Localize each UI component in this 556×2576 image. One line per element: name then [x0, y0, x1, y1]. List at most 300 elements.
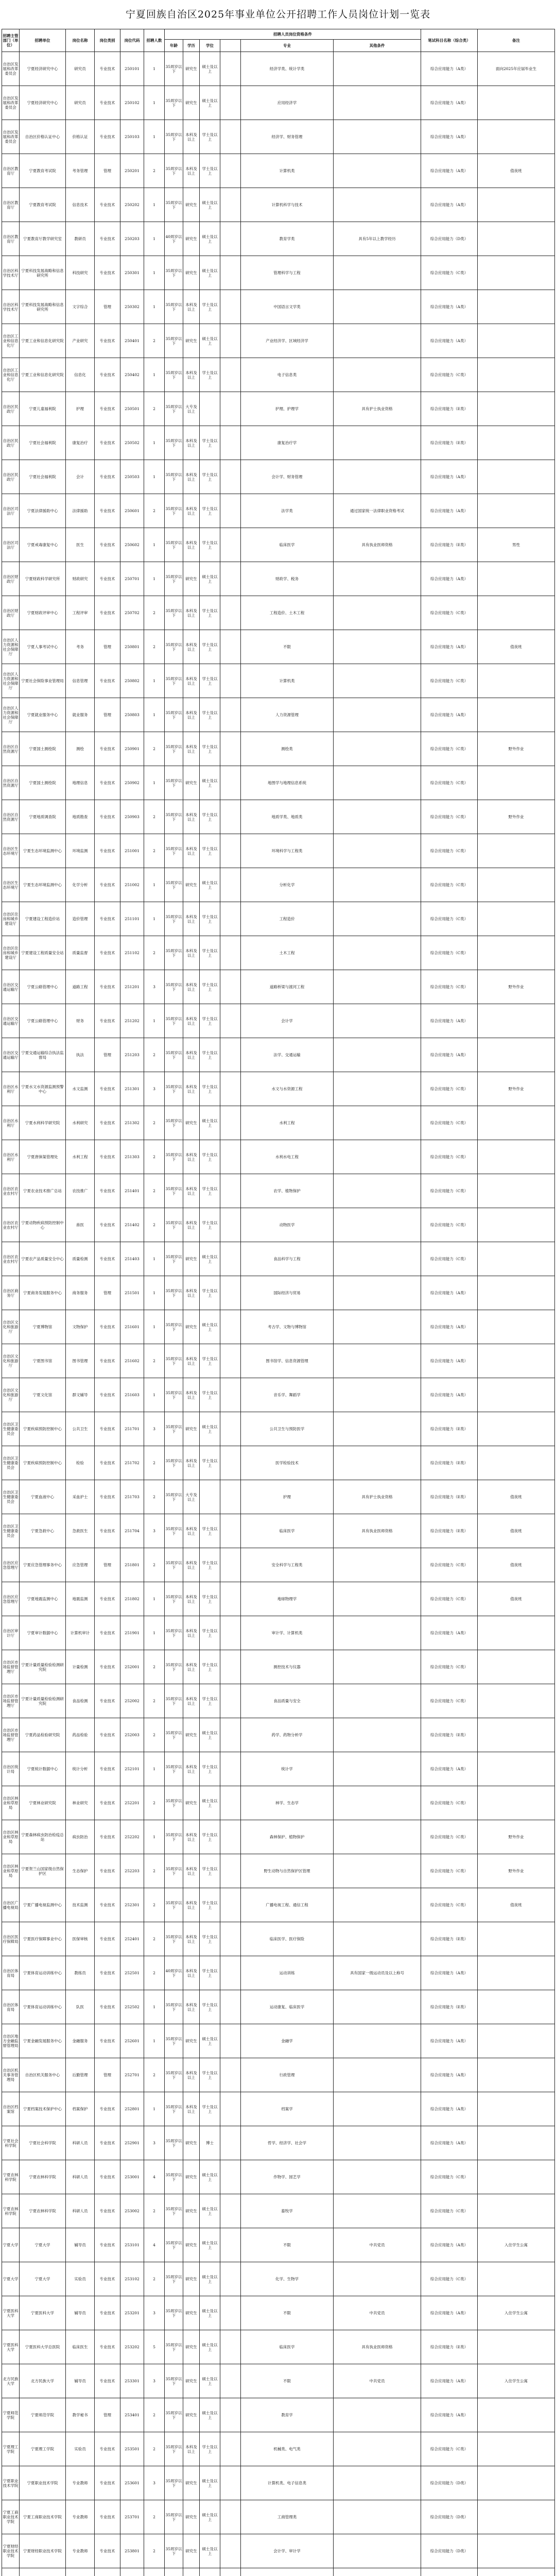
cell-exam: 综合应用能力（C类） [421, 1854, 478, 1888]
cell-remark: 面向2025年应届毕业生 [478, 52, 555, 86]
cell-category: 专业技术 [95, 1650, 120, 1684]
cell-count: 2 [144, 2398, 165, 2432]
table-row [2, 2398, 555, 2432]
cell-age: 35周岁以下 [165, 324, 183, 358]
cell-post: 临床医生 [66, 2330, 95, 2364]
cell-exam: 综合应用能力（C类） [421, 2432, 478, 2466]
cell-edu: 研究生 [183, 2194, 200, 2228]
cell-exam: 综合应用能力（C类） [421, 868, 478, 902]
cell-post: 康复治疗 [66, 426, 95, 460]
cell-age: 35周岁以下 [165, 1820, 183, 1854]
cell-major: 音乐学、舞蹈学 [241, 1378, 334, 1412]
cell-category: 专业技术 [95, 324, 120, 358]
cell-age: 35周岁以下 [165, 868, 183, 902]
cell-blank [220, 1412, 241, 1446]
cell-remark [478, 562, 555, 596]
cell-age: 35周岁以下 [165, 1990, 183, 2024]
cell-code: 250802 [120, 664, 144, 698]
cell-unit: 宁夏统计数据中心 [20, 1752, 66, 1786]
cell-age: 35周岁以下 [165, 1480, 183, 1514]
cell-major: 计算机类 [241, 664, 334, 698]
table-row [2, 2058, 555, 2092]
cell-remark [478, 1344, 555, 1378]
cell-post: 专业教师 [66, 2534, 95, 2568]
cell-exam: 综合应用能力（A类） [421, 2092, 478, 2126]
cell-count: 1 [144, 256, 165, 290]
cell-dept: 自治区自然资源厅 [2, 766, 20, 800]
cell-dept: 宁夏工商职业技术学院 [2, 2500, 20, 2534]
cell-code: 251402 [120, 1208, 144, 1242]
cell-exam: 综合应用能力（C类） [421, 1072, 478, 1106]
cell-age: 35周岁以下 [165, 1786, 183, 1820]
cell-blank [220, 222, 241, 256]
cell-other: 具有执业医师资格 [334, 2330, 421, 2364]
cell-age: 35周岁以下 [165, 1072, 183, 1106]
cell-remark [478, 1650, 555, 1684]
cell-remark [478, 1956, 555, 1990]
cell-post: 化学分析 [66, 868, 95, 902]
cell-age: 35周岁以下 [165, 2126, 183, 2160]
cell-age: 35周岁以下 [165, 2296, 183, 2330]
table-row [2, 1174, 555, 1208]
table-row [2, 698, 555, 732]
col-degree-spacer [220, 40, 241, 52]
cell-major: 计算机类 [241, 154, 334, 188]
cell-degree: 学士及以上 [200, 970, 220, 1004]
cell-category: 专业技术 [95, 800, 120, 834]
table-row [2, 358, 555, 392]
cell-code: 250903 [120, 800, 144, 834]
cell-major: 不限 [241, 2228, 334, 2262]
cell-code: 252202 [120, 1820, 144, 1854]
cell-category: 专业技术 [95, 2330, 120, 2364]
cell-other [334, 120, 421, 154]
cell-age: 35周岁以下 [165, 936, 183, 970]
cell-remark [478, 426, 555, 460]
cell-age: 35周岁以下 [165, 1548, 183, 1582]
cell-degree: 硕士及以上 [200, 1412, 220, 1446]
cell-degree: 学士及以上 [200, 426, 220, 460]
cell-remark [478, 120, 555, 154]
cell-degree: 硕士及以上 [200, 2024, 220, 2058]
cell-dept: 自治区医疗保障局 [2, 1922, 20, 1956]
cell-edu: 研究生 [183, 2398, 200, 2432]
cell-remark [478, 2126, 555, 2160]
cell-age: 35周岁以下 [165, 120, 183, 154]
cell-edu: 本科及以上 [183, 1004, 200, 1038]
cell-dept: 自治区农业农村厅 [2, 1174, 20, 1208]
cell-remark [478, 2398, 555, 2432]
cell-count: 1 [144, 1310, 165, 1344]
cell-post: 研究员 [66, 86, 95, 120]
cell-other [334, 1718, 421, 1752]
cell-dept: 自治区水利厅 [2, 1106, 20, 1140]
cell-dept: 宁夏理工学院 [2, 2432, 20, 2466]
cell-edu: 本科及以上 [183, 834, 200, 868]
cell-other [334, 2092, 421, 2126]
cell-category: 专业技术 [95, 2126, 120, 2160]
cell-blank [220, 1276, 241, 1310]
cell-major: 档案学 [241, 2092, 334, 2126]
cell-unit: 宁夏财政评审中心 [20, 596, 66, 630]
col-category: 岗位类别 [95, 29, 120, 52]
cell-dept: 自治区卫生健康委员会 [2, 1480, 20, 1514]
cell-remark [478, 902, 555, 936]
cell-degree: 学士及以上 [200, 1140, 220, 1174]
cell-unit: 宁夏公路管理中心 [20, 970, 66, 1004]
cell-degree: 硕士及以上 [200, 324, 220, 358]
cell-dept: 自治区科学技术厅 [2, 256, 20, 290]
cell-count: 1 [144, 528, 165, 562]
cell-blank [220, 562, 241, 596]
cell-age: 35周岁以下 [165, 1208, 183, 1242]
cell-code: 251301 [120, 1072, 144, 1106]
cell-unit: 北方民族大学 [20, 2364, 66, 2398]
cell-unit: 宁夏建设工程造价站 [20, 902, 66, 936]
cell-count: 1 [144, 1004, 165, 1038]
cell-remark [478, 2194, 555, 2228]
cell-exam: 综合应用能力（E类） [421, 1718, 478, 1752]
table-row [2, 188, 555, 222]
cell-blank [220, 2092, 241, 2126]
table-row [2, 1412, 555, 1446]
cell-post: 检验 [66, 1446, 95, 1480]
cell-other [334, 1072, 421, 1106]
cell-degree: 学士及以上 [200, 1514, 220, 1548]
cell-blank [220, 2126, 241, 2160]
table-row [2, 1854, 555, 1888]
cell-degree: 学士及以上 [200, 1446, 220, 1480]
cell-degree: 学士及以上 [200, 596, 220, 630]
cell-blank [220, 1786, 241, 1820]
cell-dept: 宁夏农林科学院 [2, 2160, 20, 2194]
cell-edu: 本科及以上 [183, 1820, 200, 1854]
cell-major: 中国语言文学类 [241, 290, 334, 324]
cell-exam: 综合应用能力（D类） [421, 2466, 478, 2500]
cell-category: 专业技术 [95, 1208, 120, 1242]
cell-post: 研究员 [66, 52, 95, 86]
cell-post: 后勤管理 [66, 2058, 95, 2092]
cell-count: 2 [144, 1922, 165, 1956]
cell-remark [478, 2024, 555, 2058]
cell-degree: 学士及以上 [200, 120, 220, 154]
table-row [2, 222, 555, 256]
cell-edu: 本科及以上 [183, 1650, 200, 1684]
cell-remark: 野外作业 [478, 1072, 555, 1106]
cell-unit: 宁夏血液中心 [20, 1480, 66, 1514]
cell-count: 2 [144, 596, 165, 630]
cell-other: 具有执业医师资格 [334, 1514, 421, 1548]
cell-category: 专业技术 [95, 1752, 120, 1786]
cell-post: 队医 [66, 1990, 95, 2024]
cell-edu: 研究生 [183, 86, 200, 120]
cell-blank [220, 732, 241, 766]
col-degree: 学位 [200, 40, 220, 52]
cell-count: 3 [144, 2126, 165, 2160]
cell-degree: 硕士及以上 [200, 1786, 220, 1820]
cell-edu: 本科及以上 [183, 528, 200, 562]
cell-dept: 自治区科学技术厅 [2, 290, 20, 324]
cell-remark [478, 2330, 555, 2364]
cell-count: 1 [144, 426, 165, 460]
cell-unit: 宁夏动物疾病预防控制中心 [20, 1208, 66, 1242]
cell-blank [220, 2330, 241, 2364]
cell-other [334, 596, 421, 630]
cell-dept: 自治区司法厅 [2, 528, 20, 562]
table-row [2, 970, 555, 1004]
cell-dept: 自治区住房和城乡建设厅 [2, 936, 20, 970]
cell-major: 临床医学 [241, 2330, 334, 2364]
table-row [2, 1684, 555, 1718]
cell-other [334, 1276, 421, 1310]
cell-remark [478, 290, 555, 324]
cell-category: 专业技术 [95, 2160, 120, 2194]
cell-unit: 宁夏商务发展服务中心 [20, 1276, 66, 1310]
cell-code: 252501 [120, 1956, 144, 1990]
cell-edu: 研究生 [183, 2024, 200, 2058]
cell-degree: 硕士及以上 [200, 1242, 220, 1276]
cell-post: 食品检测 [66, 1684, 95, 1718]
recruitment-table [2, 29, 555, 2576]
cell-count: 2 [144, 1548, 165, 1582]
cell-post: 计算机审计 [66, 1616, 95, 1650]
cell-age: 35周岁以下 [165, 1922, 183, 1956]
cell-count: 2 [144, 2262, 165, 2296]
cell-count: 2 [144, 1038, 165, 1072]
cell-degree: 学士及以上 [200, 1752, 220, 1786]
cell-code: 253701 [120, 2500, 144, 2534]
cell-degree: 学士及以上 [200, 936, 220, 970]
cell-code: 251202 [120, 1004, 144, 1038]
cell-remark [478, 1276, 555, 1310]
table-row [2, 494, 555, 528]
cell-degree: 硕士及以上 [200, 766, 220, 800]
cell-other [334, 2024, 421, 2058]
cell-major: 电子信息类 [241, 358, 334, 392]
cell-remark [478, 868, 555, 902]
cell-degree: 学士及以上 [200, 834, 220, 868]
cell-exam: 综合应用能力（C类） [421, 256, 478, 290]
cell-post: 金融服务 [66, 2024, 95, 2058]
cell-category: 专业技术 [95, 562, 120, 596]
table-row [2, 1242, 555, 1276]
cell-other [334, 970, 421, 1004]
cell-major: 环境科学与工程类 [241, 834, 334, 868]
cell-code: 251501 [120, 1276, 144, 1310]
cell-edu: 研究生 [183, 1718, 200, 1752]
cell-code: 251702 [120, 1446, 144, 1480]
cell-edu: 本科及以上 [183, 1548, 200, 1582]
cell-unit: 宁夏经济研究中心 [20, 52, 66, 86]
cell-other [334, 1616, 421, 1650]
cell-count: 3 [144, 1412, 165, 1446]
cell-other [334, 52, 421, 86]
table-row [2, 1106, 555, 1140]
cell-major: 土木工程 [241, 936, 334, 970]
cell-code: 250503 [120, 460, 144, 494]
table-row [2, 1514, 555, 1548]
cell-major: 经济学、财务管理 [241, 120, 334, 154]
cell-dept: 自治区卫生健康委员会 [2, 1446, 20, 1480]
cell-blank [220, 1106, 241, 1140]
cell-blank [220, 1582, 241, 1616]
cell-category [95, 2568, 120, 2576]
cell-remark [478, 392, 555, 426]
cell-count [144, 2568, 165, 2576]
cell-dept: 自治区体育局 [2, 1956, 20, 1990]
cell-degree: 硕士及以上 [200, 222, 220, 256]
cell-code: 250702 [120, 596, 144, 630]
cell-major: 道路桥梁与渡河工程 [241, 970, 334, 1004]
table-row [2, 1616, 555, 1650]
cell-dept: 宁夏财经职业技术学院 [2, 2534, 20, 2568]
cell-dept: 自治区地方金融监督管理局 [2, 2024, 20, 2058]
cell-other: 中共党员 [334, 2364, 421, 2398]
cell-degree: 学士及以上 [200, 154, 220, 188]
cell-age: 35周岁以下 [165, 1752, 183, 1786]
cell-post: 科研人员 [66, 2160, 95, 2194]
cell-code: 253401 [120, 2398, 144, 2432]
cell-category: 管理 [95, 630, 120, 664]
cell-post: 考务 [66, 630, 95, 664]
table-row [2, 2466, 555, 2500]
cell-dept: 自治区统计局 [2, 1752, 20, 1786]
cell-code [120, 2568, 144, 2576]
cell-other [334, 2262, 421, 2296]
cell-post: 会计 [66, 460, 95, 494]
table-row [2, 460, 555, 494]
cell-code: 252502 [120, 1990, 144, 2024]
table-row [2, 2568, 555, 2576]
cell-unit: 宁夏贺兰山国家级自然保护区 [20, 1854, 66, 1888]
cell-edu: 本科及以上 [183, 2092, 200, 2126]
cell-exam: 综合应用能力（A类） [421, 1378, 478, 1412]
cell-degree: 学士及以上 [200, 1378, 220, 1412]
cell-major: 广播电视工程、通信工程 [241, 1888, 334, 1922]
cell-major: 金融学 [241, 2024, 334, 2058]
cell-category: 专业技术 [95, 1990, 120, 2024]
cell-remark [478, 2466, 555, 2500]
cell-edu: 研究生 [183, 2330, 200, 2364]
cell-post: 执法 [66, 1038, 95, 1072]
cell-edu: 大专及以上 [183, 1480, 200, 1514]
cell-unit: 宁夏急救中心 [20, 1514, 66, 1548]
cell-category: 专业技术 [95, 970, 120, 1004]
cell-post: 技术监测 [66, 1888, 95, 1922]
col-other: 其他条件 [334, 40, 421, 52]
cell-dept: 自治区机关事务管理局 [2, 2058, 20, 2092]
cell-blank [220, 1004, 241, 1038]
cell-category: 专业技术 [95, 1820, 120, 1854]
cell-degree: 学士及以上 [200, 460, 220, 494]
col-code: 岗位代码 [120, 29, 144, 52]
cell-unit: 宁夏工业和信息化研究院 [20, 324, 66, 358]
cell-other [334, 2466, 421, 2500]
cell-code: 251401 [120, 1174, 144, 1208]
cell-exam: 综合应用能力（E类） [421, 1514, 478, 1548]
cell-remark [478, 834, 555, 868]
cell-other: 中共党员 [334, 2296, 421, 2330]
cell-dept: 自治区教育厅 [2, 188, 20, 222]
cell-count: 2 [144, 1344, 165, 1378]
cell-major: 临床医学、医疗保险 [241, 1922, 334, 1956]
cell-dept: 自治区审计厅 [2, 1616, 20, 1650]
cell-post: 信息管理 [66, 664, 95, 698]
cell-post: 林业研究 [66, 1786, 95, 1820]
cell-age: 35周岁以下 [165, 2160, 183, 2194]
cell-other [334, 800, 421, 834]
cell-remark [478, 324, 555, 358]
cell-edu: 本科及以上 [183, 1684, 200, 1718]
cell-edu: 研究生 [183, 2466, 200, 2500]
cell-remark [478, 596, 555, 630]
cell-edu: 本科及以上 [183, 494, 200, 528]
cell-dept: 自治区水利厅 [2, 1072, 20, 1106]
cell-blank [220, 1378, 241, 1412]
cell-major: 药学、药物分析学 [241, 1718, 334, 1752]
cell-age: 35周岁以下 [165, 1888, 183, 1922]
cell-age: 35周岁以下 [165, 1446, 183, 1480]
cell-count: 1 [144, 1242, 165, 1276]
cell-exam: 综合应用能力（A类） [421, 460, 478, 494]
cell-edu: 本科及以上 [183, 664, 200, 698]
cell-major: 会计学、财务管理 [241, 460, 334, 494]
cell-degree: 学士及以上 [200, 698, 220, 732]
cell-blank [220, 2500, 241, 2534]
table-row [2, 2024, 555, 2058]
cell-category: 专业技术 [95, 2296, 120, 2330]
cell-code: 252301 [120, 1888, 144, 1922]
cell-remark [478, 1140, 555, 1174]
cell-blank [220, 936, 241, 970]
cell-post: 档案保护 [66, 2092, 95, 2126]
cell-edu: 本科及以上 [183, 2058, 200, 2092]
table-row [2, 1140, 555, 1174]
cell-post: 造价管理 [66, 902, 95, 936]
cell-age: 35周岁以下 [165, 2092, 183, 2126]
cell-code: 253202 [120, 2330, 144, 2364]
cell-edu: 研究生 [183, 868, 200, 902]
cell-exam: 综合应用能力（E类） [421, 392, 478, 426]
cell-blank [220, 1684, 241, 1718]
cell-category: 管理 [95, 1276, 120, 1310]
col-exam: 笔试科目名称（综合类） [421, 29, 478, 52]
cell-code: 253001 [120, 2160, 144, 2194]
cell-dept: 自治区发展和改革委员会 [2, 86, 20, 120]
cell-remark: 入住学生公寓 [478, 2296, 555, 2330]
cell-other [334, 2126, 421, 2160]
cell-code: 250701 [120, 562, 144, 596]
table-row [2, 1548, 555, 1582]
cell-unit: 宁夏农林科学院 [20, 2160, 66, 2194]
cell-other [334, 188, 421, 222]
cell-age: 35周岁以下 [165, 562, 183, 596]
cell-edu: 研究生 [183, 324, 200, 358]
cell-post: 药品检验 [66, 1718, 95, 1752]
cell-code: 253801 [120, 2534, 144, 2568]
cell-degree: 学士及以上 [200, 1854, 220, 1888]
cell-category: 专业技术 [95, 460, 120, 494]
table-row [2, 1820, 555, 1854]
cell-degree: 硕士及以上 [200, 2364, 220, 2398]
cell-post: 道路工程 [66, 970, 95, 1004]
cell-count: 1 [144, 1820, 165, 1854]
cell-degree: 学士及以上 [200, 1684, 220, 1718]
cell-post: 急救医生 [66, 1514, 95, 1548]
cell-post: 辅导员 [66, 2364, 95, 2398]
cell-exam: 综合应用能力（C类） [421, 1786, 478, 1820]
cell-exam: 综合应用能力（C类） [421, 834, 478, 868]
